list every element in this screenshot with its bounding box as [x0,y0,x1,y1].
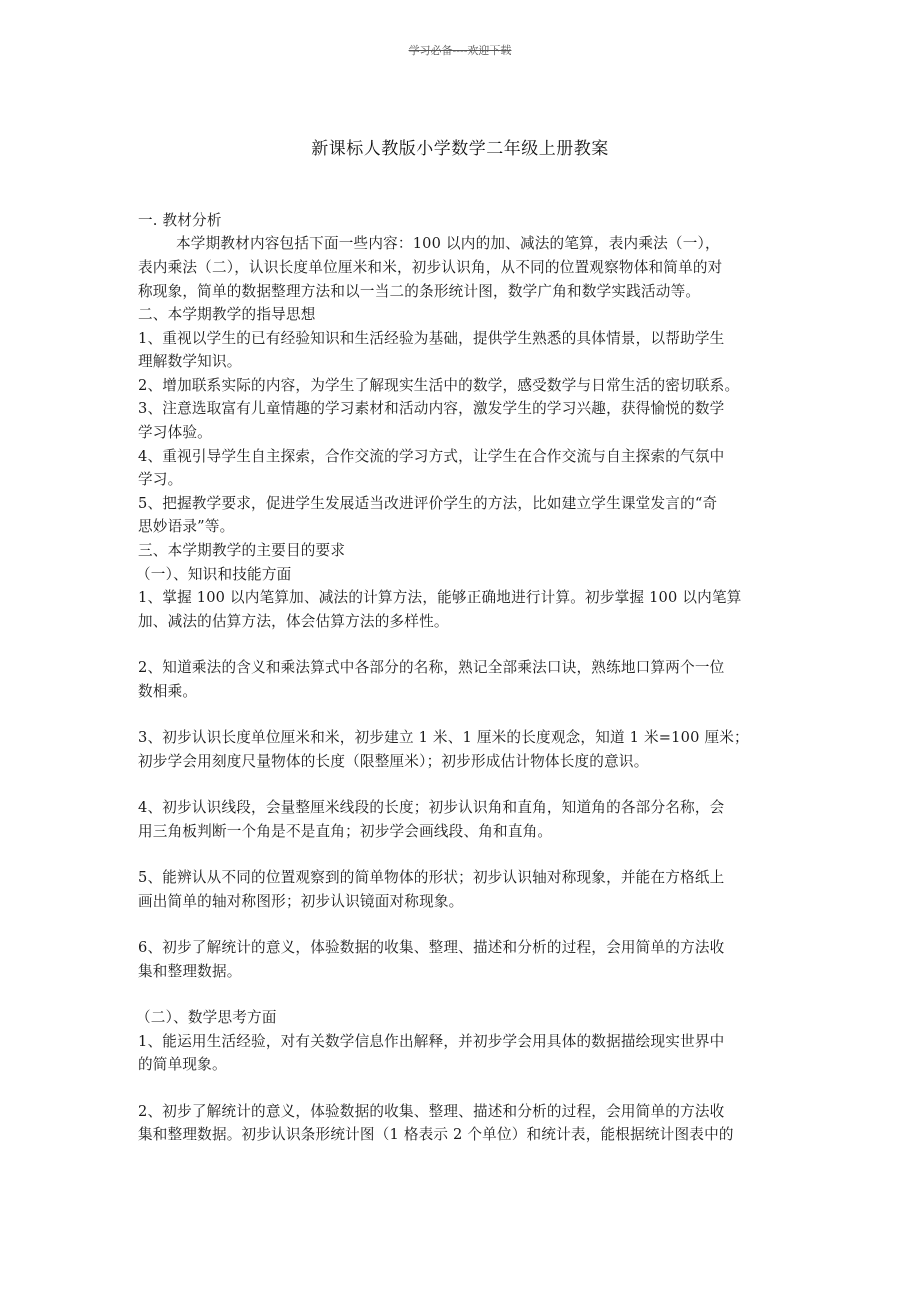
text-line: 2、初步了解统计的意义，体验数据的收集、整理、描述和分析的过程，会用简单的方法收 [138,1103,725,1120]
text-line: 数相乘。 [138,683,198,700]
text-line: 三、本学期教学的主要目的要求 [138,542,346,559]
page-header-watermark: 学习必备----欢迎下载 [408,44,512,57]
text-line: 6、初步了解统计的意义，体验数据的收集、整理、描述和分析的过程，会用简单的方法收 [138,939,725,956]
text-line: 1、重视以学生的已有经验知识和生活经验为基础，提供学生熟悉的具体情景，以帮助学生 [138,330,725,347]
text-line: 集和整理数据。 [138,963,242,980]
text-line: 一. 教材分析 [138,212,222,229]
text-line: 理解数学知识。 [138,353,242,370]
text-line: （二）、数学思考方面 [136,1009,277,1026]
text-line: 画出简单的轴对称图形；初步认识镜面对称现象。 [138,893,464,910]
text-line: 集和整理数据。初步认识条形统计图（1 格表示 2 个单位）和统计表，能根据统计图表中的 [138,1126,734,1143]
document-title: 新课标人教版小学数学二年级上册教案 [311,139,609,159]
text-line: 5、把握教学要求，促进学生发展适当改进评价学生的方法，比如建立学生课堂发言的“奇 [138,495,718,512]
text-line: 1、掌握 100 以内笔算加、减法的计算方法，能够正确地进行计算。初步掌握 100 以内笔算 [138,589,742,606]
text-line: 称现象，简单的数据整理方法和以一当二的条形统计图，数学广角和数学实践活动等。 [138,283,701,300]
text-line: 思妙语录”等。 [138,518,235,535]
text-line: 学习体验。 [138,424,212,441]
text-line: 学习。 [138,471,183,488]
text-line: （一）、知识和技能方面 [136,566,292,583]
text-line: 3、初步认识长度单位厘米和米，初步建立 1 米、1 厘米的长度观念，知道 1 米=100 厘米； [138,729,749,746]
text-line: 1、能运用生活经验，对有关数学信息作出解释，并初步学会用具体的数据描绘现实世界中 [138,1033,725,1050]
text-line: 4、重视引导学生自主探索，合作交流的学习方式，让学生在合作交流与自主探索的气氛中 [138,448,725,465]
text-line: 4、初步认识线段，会量整厘米线段的长度；初步认识角和直角，知道角的各部分名称，会 [138,799,725,816]
text-line: 表内乘法（二），认识长度单位厘米和米，初步认识角，从不同的位置观察物体和简单的对 [138,259,723,276]
text-line: 初步学会用刻度尺量物体的长度（限整厘米）；初步形成估计物体长度的意识。 [138,753,649,770]
text-line: 的简单现象。 [138,1056,227,1073]
text-line: 二、本学期教学的指导思想 [138,306,316,323]
text-line: 2、知道乘法的含义和乘法算式中各部分的名称，熟记全部乘法口诀，熟练地口算两个一位 [138,659,725,676]
text-line: 本学期教材内容包括下面一些内容：100 以内的加、减法的笔算，表内乘法（一）， [176,235,720,252]
text-line: 5、能辨认从不同的位置观察到的简单物体的形状；初步认识轴对称现象，并能在方格纸上 [138,869,725,886]
text-line: 3、注意选取富有儿童情趣的学习素材和活动内容，激发学生的学习兴趣，获得愉悦的数学 [138,400,725,417]
text-line: 2、增加联系实际的内容，为学生了解现实生活中的数学，感受数学与日常生活的密切联系。 [138,377,740,394]
text-line: 加、减法的估算方法，体会估算方法的多样性。 [138,613,449,630]
text-line: 用三角板判断一个角是不是直角；初步学会画线段、角和直角。 [138,823,553,840]
